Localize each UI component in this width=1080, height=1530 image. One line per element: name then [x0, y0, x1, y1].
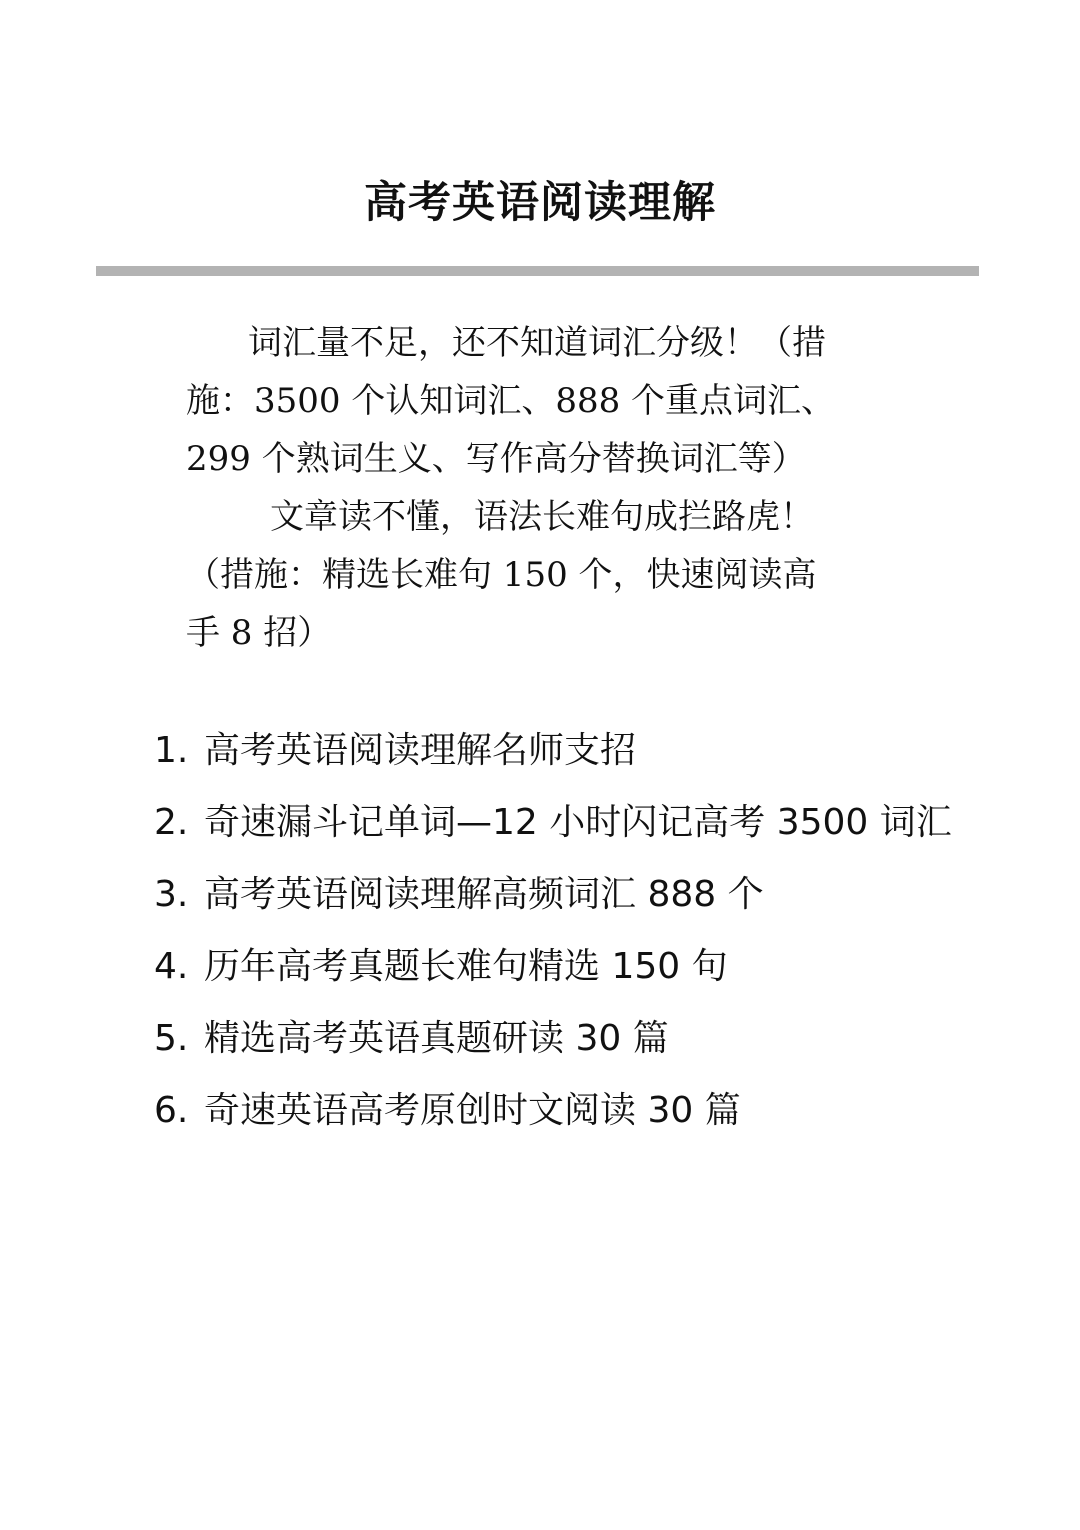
intro-line: （措施：精选长难句 150 个，快速阅读高: [186, 555, 817, 595]
intro-line: 施：3500 个认知词汇、888 个重点词汇、: [186, 381, 836, 421]
list-item-text: 奇速英语高考原创时文阅读 30 篇: [204, 1090, 741, 1131]
title-divider: [96, 266, 979, 276]
list-item: [154, 1003, 1054, 1075]
list-item-number: 4.: [154, 946, 189, 987]
list-item-number: 2.: [154, 802, 189, 843]
list-item: [154, 859, 1054, 931]
contents-list: [154, 715, 1054, 1147]
list-item-text: 奇速漏斗记单词—12 小时闪记高考 3500 词汇: [204, 802, 952, 843]
intro-line: 文章读不懂，语法长难句成拦路虎！: [270, 497, 814, 537]
intro-paragraphs: [186, 314, 916, 662]
intro-line: 词汇量不足，还不知道词汇分级！（措: [248, 323, 826, 363]
list-item: [154, 931, 1054, 1003]
list-item-number: 1.: [154, 730, 189, 771]
list-item-text: 高考英语阅读理解名师支招: [204, 730, 637, 771]
list-item-text: 历年高考真题长难句精选 150 句: [204, 946, 728, 987]
list-item-number: 3.: [154, 874, 189, 915]
list-item-text: 精选高考英语真题研读 30 篇: [204, 1018, 669, 1059]
intro-line: 299 个熟词生义、写作高分替换词汇等）: [186, 439, 806, 479]
page-title: 高考英语阅读理解: [364, 178, 716, 228]
list-item-number: 5.: [154, 1018, 189, 1059]
list-item: [154, 787, 1054, 859]
intro-line: 手 8 招）: [186, 613, 332, 653]
list-item: [154, 1075, 1054, 1147]
list-item: [154, 715, 1054, 787]
list-item-number: 6.: [154, 1090, 189, 1131]
list-item-text: 高考英语阅读理解高频词汇 888 个: [204, 874, 764, 915]
